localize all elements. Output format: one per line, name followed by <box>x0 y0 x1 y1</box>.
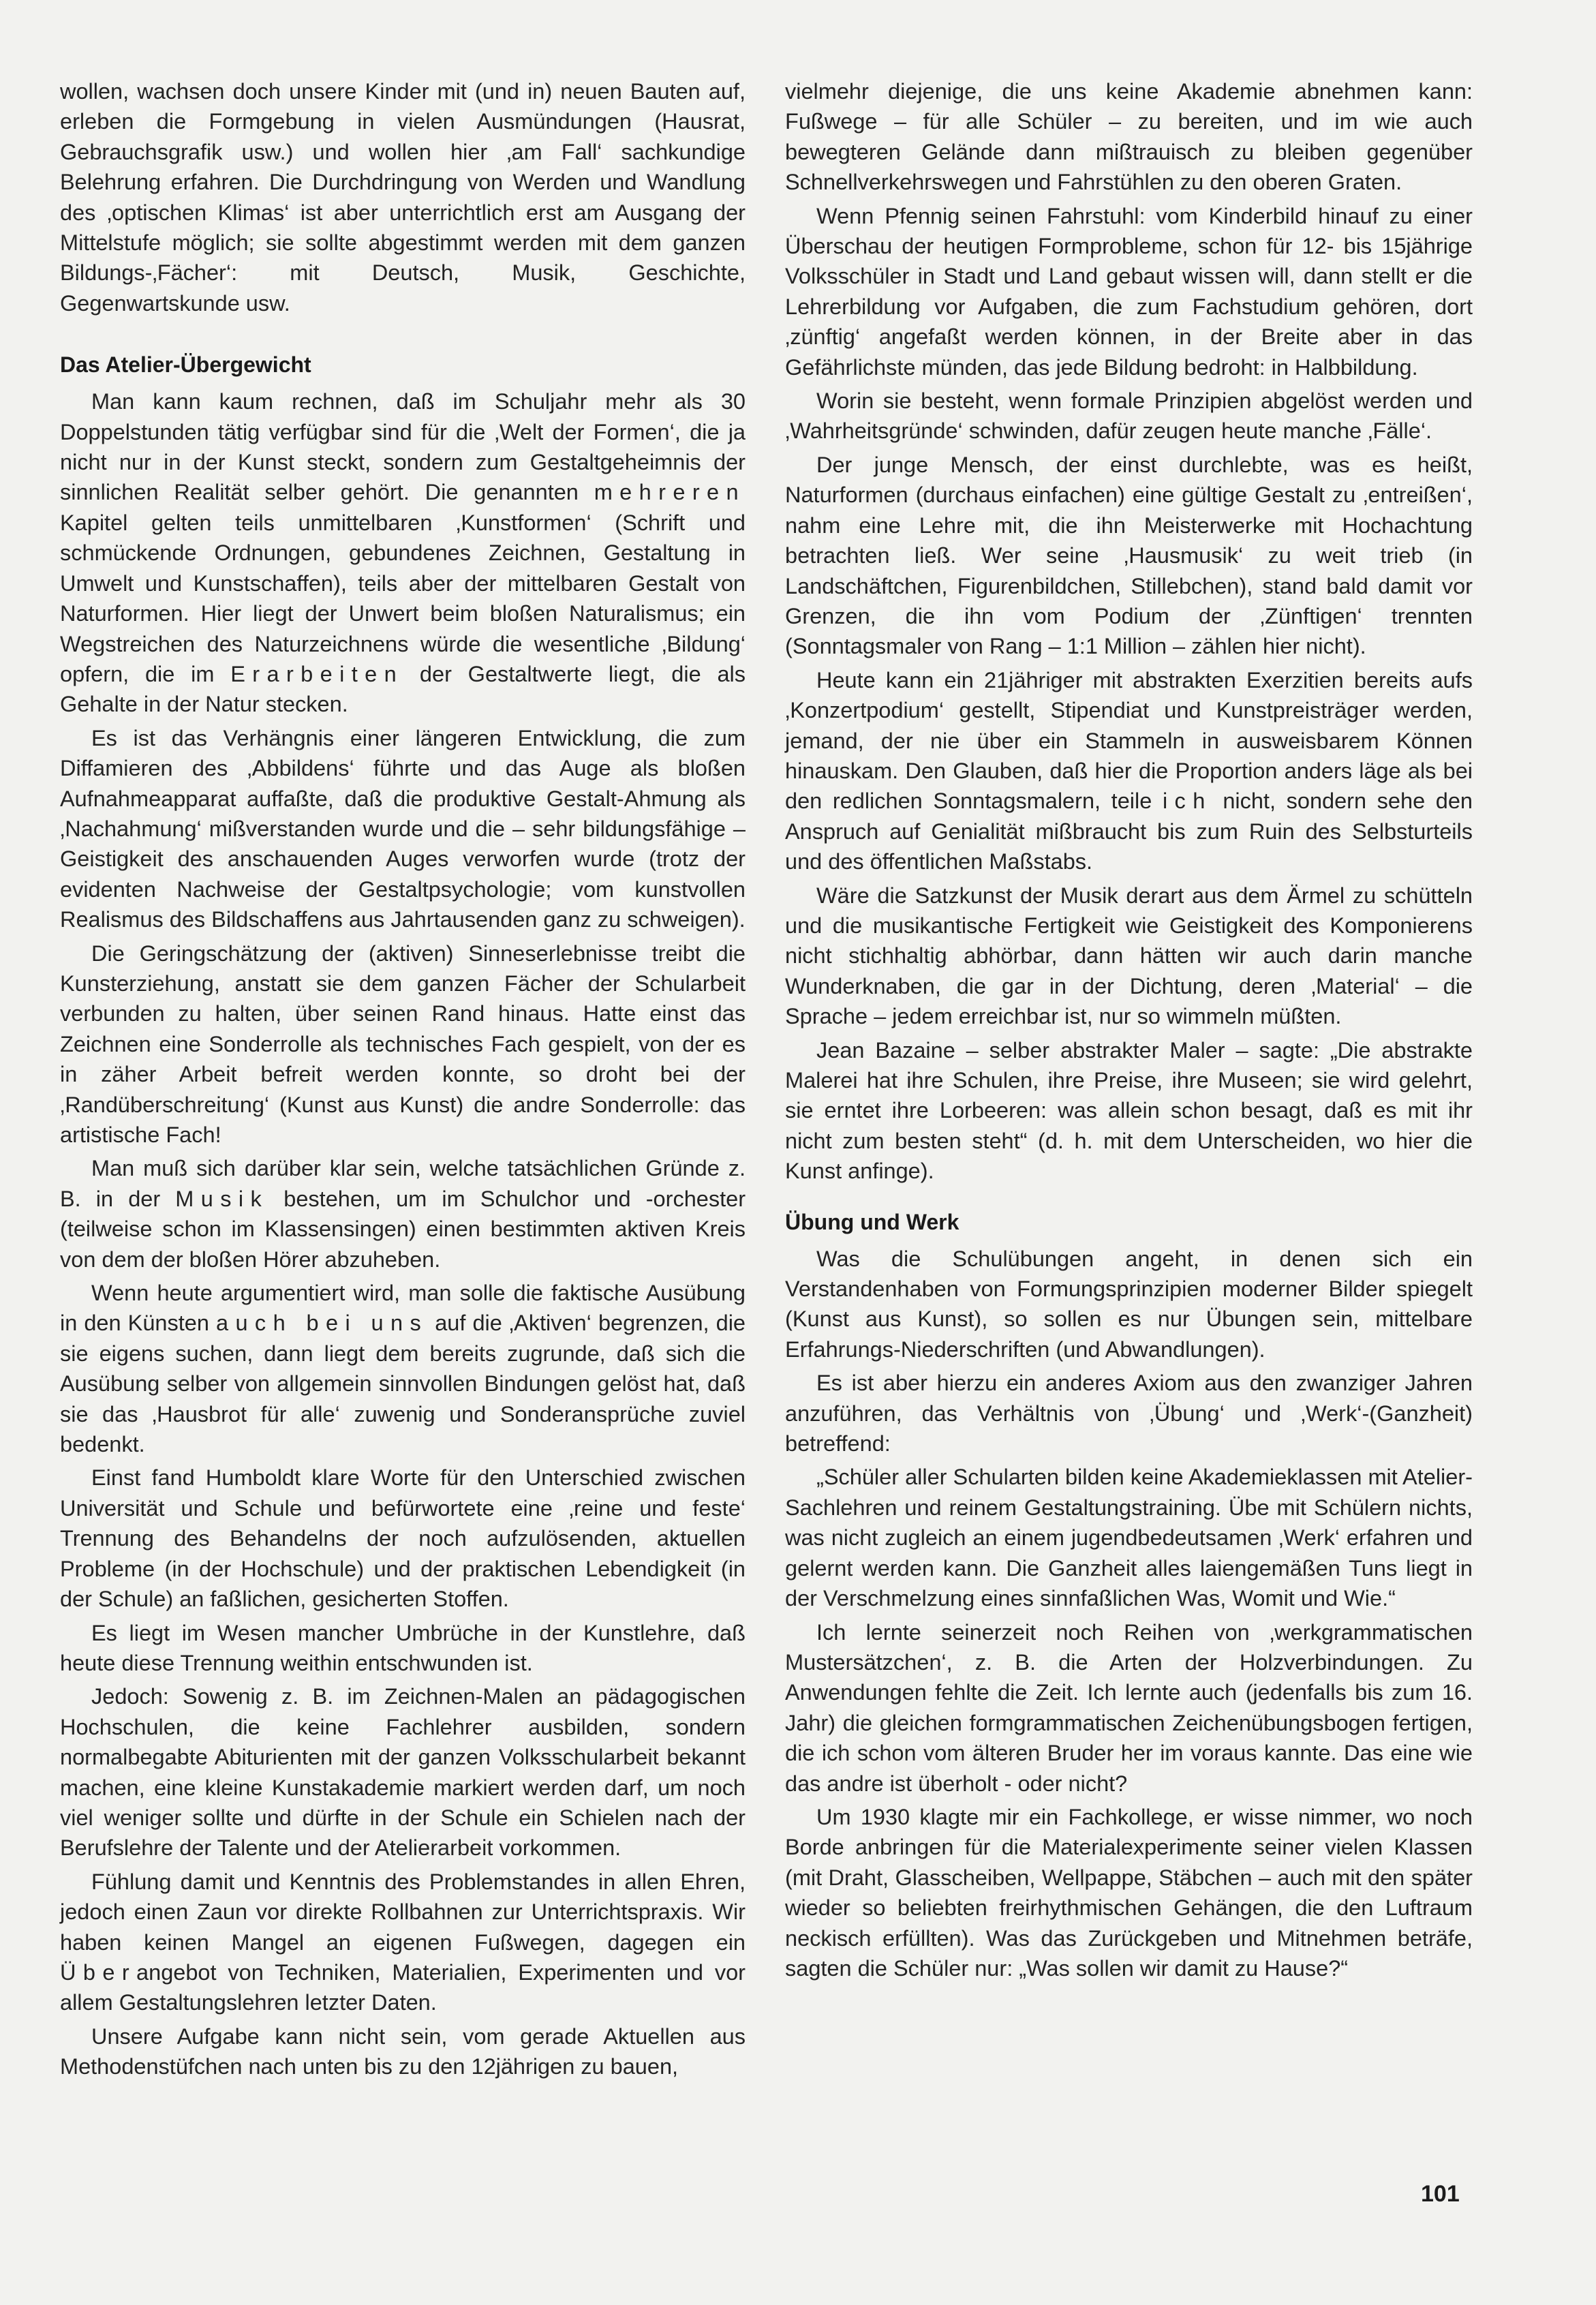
paragraph <box>785 665 1473 877</box>
emphasis-spaced: Erarbeiten <box>230 661 404 686</box>
paragraph: Um 1930 klagte mir ein Fachkollege, er wisse nimmer, wo noch Borde anbringen für die Materialexperimente seiner vielen Klassen (mit Draht, Glasscheiben, Wellpappe, Stäbchen – auch mit den später wieder so beliebten freirhythmischen Gehängen, die den Luftraum neckisch erfüllten). Was das Zurückgeben und Mitnehmen beträfe, sagten die Schüler nur: „Was sollen wir damit zu Hause?“ <box>785 1804 1473 1981</box>
paragraph: Wäre die Satzkunst der Musik derart aus dem Ärmel zu schütteln und die musikantische Fertigkeit wie Geistigkeit des Komponierens nicht stichhaltig abhörbar, dann hätten wir auch darin manche Wunderknaben, die gar in der Dichtung, deren ‚Material‘ – die Sprache – jedem erreichbar ist, nur so wimmeln müßten. <box>785 883 1473 1029</box>
paragraph: Unsere Aufgabe kann nicht sein, vom gerade Aktuellen aus Methodenstüfchen nach unten bis zu den 12jährigen zu bauen, <box>60 2024 746 2079</box>
paragraph: Was die Schulübungen angeht, in denen sich ein Verstandenhaben von Formungsprinzipien moderner Bilder spiegelt (Kunst aus Kunst), so sollen es nur Übungen sein, mittelbare Erfahrungs-Niederschriften (und Abwandlungen). <box>785 1246 1473 1362</box>
section-heading: Das Atelier-Übergewicht <box>60 352 311 378</box>
emphasis-spaced: mehreren <box>594 480 746 505</box>
text-run: nicht, sondern sehe den Anspruch auf Genialität mißbraucht bis zum Ruin des Selbsturteils und des öffentlichen Maßstabs. <box>785 789 1473 874</box>
emphasis-spaced: Musik <box>175 1186 269 1211</box>
section-heading: Übung und Werk <box>785 1209 960 1234</box>
paragraph: Einst fand Humboldt klare Worte für den Unterschied zwischen Universität und Schule und befürwortete eine ‚reine und feste‘ Trennung des Behandelns der noch aufzulösenden, aktuellen Probleme (in der Hochschule) und der praktischen Lebendigkeit (in der Schule) an faßlichen, gesicherten Stoffen. <box>60 1465 746 1612</box>
text-run: Fühlung damit und Kenntnis des Problemstandes in allen Ehren, jedoch einen Zaun vor direkte Rollbahnen zur Unterrichtspraxis. Wir haben keinen Mangel an eigenen Fußwegen, dagegen ein <box>60 1869 746 1955</box>
text-run: Wenn heute argumentiert wird, man solle die faktische Ausübung in den Künsten <box>60 1281 746 1336</box>
paragraph: Jedoch: Sowenig z. B. im Zeichnen-Malen an pädagogischen Hochschulen, die keine Fachlehrer ausbilden, sondern normalbegabte Abiturienten mit der ganzen Volksschularbeit bekannt machen, eine kleine Kunstakademie markiert werden darf, um noch viel weniger sollte und dürfte in der Schule ein Schielen nach der Berufslehre der Talente und der Atelierarbeit vorkommen. <box>60 1684 746 1861</box>
text-run: angebot von Techniken, Materialien, Experimenten und vor allem Gestaltungslehren letzter Daten. <box>60 1959 746 2015</box>
paragraph: Es ist aber hierzu ein anderes Axiom aus den zwanziger Jahren anzuführen, das Verhältnis von ‚Übung‘ und ‚Werk‘-(Ganzheit) betreffend: <box>785 1371 1473 1456</box>
right-column <box>785 76 1473 1987</box>
paragraph <box>60 1278 746 1459</box>
paragraph: Ich lernte seinerzeit noch Reihen von ‚werkgrammatischen Mustersätzchen‘, z. B. die Arten der Holzverbindungen. Zu Anwendungen fehlte die Zeit. Ich lernte auch (jedenfalls bis zum 16. Jahr) die gleichen formgrammatischen Zeichenübungsbogen fertigen, die ich schon vom älteren Bruder her im voraus kannte. Das eine wie das andre ist überholt - oder nicht? <box>785 1619 1473 1796</box>
paragraph: Es ist das Verhängnis einer längeren Entwicklung, die zum Diffamieren des ‚Abbildens‘ führte und das Auge als bloßen Aufnahmeapparat auffaßte, daß die produktive Gestalt-Ahmung als ‚Nachahmung‘ mißverstanden wurde und die – sehr bildungsfähige – Geistigkeit des anschauenden Auges verworfen wurde (trotz der evidenten Nachweise der Gestaltpsychologie; vom kunstvollen Realismus des Bildschaffens aus Jahrtausenden ganz zu schweigen). <box>60 725 746 932</box>
quote-paragraph: „Schüler aller Schularten bilden keine Akademieklassen mit Atelier-Sachlehren und reinem Gestaltungstraining. Übe mit Schülern nichts, was nicht zugleich an einem jugendbedeutsamen ‚Werk‘ erfahren und gelernt werden kann. Die Ganzheit alles laiengemäßen Tuns liegt in der Verschmelzung eines sinnfaßlichen Was, Womit und Wie.“ <box>785 1465 1473 1611</box>
paragraph: Die Geringschätzung der (aktiven) Sinneserlebnisse treibt die Kunsterziehung, anstatt sie dem ganzen Fächer der Schularbeit verbunden zu halten, über seinen Rand hinaus. Hatte einst das Zeichnen eine Sonderrolle als technisches Fach gespielt, von der es in zäher Arbeit befreit werden konnte, so droht bei der ‚Randüberschreitung‘ (Kunst aus Kunst) die andre Sonderrolle: das artistische Fach! <box>60 941 746 1147</box>
paragraph: Worin sie besteht, wenn formale Prinzipien abgelöst werden und ‚Wahrheitsgründe‘ schwinden, dafür zeugen heute manche ‚Fälle‘. <box>785 388 1473 444</box>
text-run: Heute kann ein 21jähriger mit abstrakten Exerzitien bereits aufs ‚Konzertpodium‘ gestellt, Stipendiat und Kunstpreisträger werden, jemand, der nie über ein Stammeln in ausweisbarem Können hinauskam. Den Glauben, daß hier die Proportion anders läge als bei den redlichen Sonntagsmalern, teile <box>785 667 1473 814</box>
text-run: Man kann kaum rechnen, daß im Schuljahr mehr als 30 Doppelstunden tätig verfügbar sind für die ‚Welt der Formen‘, die ja nicht nur in der Kunst steckt, sondern zum Gestaltgeheimnis der sinnlichen Realität selber gehört. Die genannten <box>60 389 746 505</box>
paragraph: Der junge Mensch, der einst durchlebte, was es heißt, Naturformen (durchaus einfachen) eine gültige Gestalt zu ‚entreißen‘, nahm eine Lehre mit, die ihn Meisterwerke mit Hochachtung betrachten ließ. Wer seine ‚Hausmusik‘ zu weit trieb (in Landschäftchen, Figurenbildchen, Stillebchen), stand bald damit vor Grenzen, die ihn vom Podium der ‚Zünftigen‘ trennten (Sonntagsmaler von Rang – 1:1 Million – zählen hier nicht). <box>785 452 1473 659</box>
paragraph: vielmehr diejenige, die uns keine Akademie abnehmen kann: Fußwege – für alle Schüler – zu bereiten, und im wie auch bewegteren Gelände dann mißtrauisch zu bleiben gegenüber Schnellverkehrswegen und Fahrstühlen zu den oberen Graten. <box>785 79 1473 195</box>
paragraph: Wenn Pfennig seinen Fahrstuhl: vom Kinderbild hinauf zu einer Überschau der heutigen Formprobleme, schon für 12- bis 15jährige Volksschüler in Stadt und Land gebaut wissen will, dann stellt er die Lehrerbildung vor Aufgaben, die zum Fachstudium gehören, dort ‚zünftig‘ angefaßt werden können, in der Breite aber in das Gefährlichste münden, das jede Bildung bedroht: in Halbbildung. <box>785 203 1473 380</box>
text-run: bestehen, um im Schulchor und -orchester (teilweise schon im Klassensingen) einen bestimmten aktiven Kreis von dem der bloßen Hörer abzuheben. <box>60 1186 746 1272</box>
paragraph <box>60 386 746 719</box>
text-run: Man muß sich darüber klar sein, welche tatsächlichen Gründe z. B. in der <box>60 1156 746 1211</box>
paragraph <box>60 1153 746 1274</box>
emphasis-spaced: Über <box>60 1959 137 1985</box>
paragraph: Es liegt im Wesen mancher Umbrüche in der Kunstlehre, daß heute diese Trennung weithin entschwunden ist. <box>60 1620 746 1675</box>
emphasis-spaced: auch bei uns <box>215 1311 429 1336</box>
left-column <box>60 76 746 2086</box>
paragraph <box>60 1867 746 2018</box>
paragraph: Jean Bazaine – selber abstrakter Maler – sagte: „Die abstrakte Malerei hat ihre Schulen, ihre Preise, ihre Museen; sie wird gelehrt, sie erntet ihre Lorbeeren: was allein schon besagt, daß es mit ihr nicht zum besten steht“ (d. h. mit dem Unterscheiden, wo hier die Kunst anfinge). <box>785 1037 1473 1184</box>
paragraph: wollen, wachsen doch unsere Kinder mit (und in) neuen Bauten auf, erleben die Formgebung in vielen Ausmündungen (Hausrat, Gebrauchsgrafik usw.) und wollen hier ‚am Fall‘ sachkundige Belehrung erfahren. Die Durchdringung von Werden und Wandlung des ‚optischen Klimas‘ ist aber unterrichtlich erst am Ausgang der Mittelstufe möglich; sie sollte abgestimmt werden mit dem ganzen Bildungs-‚Fächer‘: mit Deutsch, Musik, Geschichte, Gegenwartskunde usw. <box>60 79 746 316</box>
emphasis-spaced: ich <box>1162 789 1212 814</box>
text-run: der Gestaltwerte liegt, die als Gehalte in der Natur stecken. <box>60 661 746 717</box>
page-number: 101 <box>1421 2181 1460 2207</box>
text-run: auf die ‚Aktiven‘ begrenzen, die sie eigens suchen, dann liegt dem bereits zugrunde, daß sich die Ausübung selber von allgemein sinnvollen Bindungen gelöst hat, daß sie das ‚Hausbrot für alle‘ zuwenig und Sonderansprüche zuviel bedenkt. <box>60 1311 746 1457</box>
text-run: Kapitel gelten teils unmittelbaren ‚Kunstformen‘ (Schrift und schmückende Ordnungen, gebundenes Zeichnen, Gestaltung in Umwelt und Kunstschaffen), teils aber der mittelbaren Gestalt von Naturformen. Hier liegt der Unwert beim bloßen Naturalismus; ein Wegstreichen des Naturzeichnens würde die wesentliche ‚Bildung‘ opfern, die im <box>60 510 746 686</box>
